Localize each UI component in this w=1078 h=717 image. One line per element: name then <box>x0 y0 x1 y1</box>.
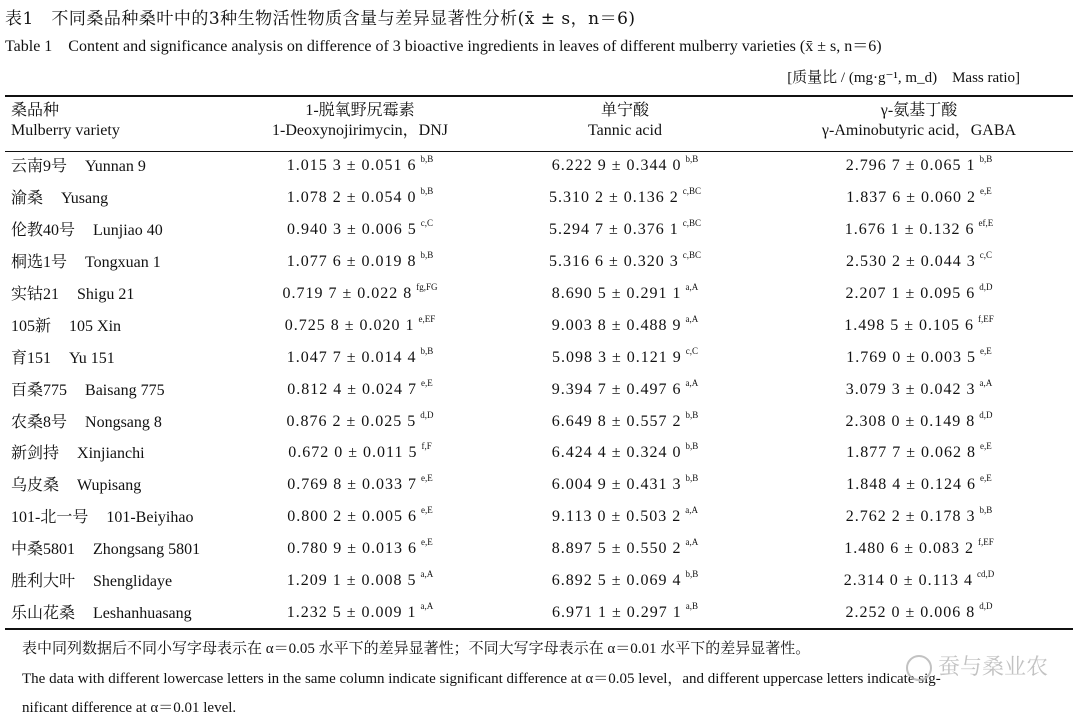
value: 5.294 7 ± 0.376 1 <box>548 221 679 239</box>
value: 1.047 7 ± 0.014 4 <box>286 348 417 366</box>
bottom-rule <box>5 628 1073 630</box>
variety-cn: 新剑持 <box>11 445 60 463</box>
tannic-cell <box>485 213 765 245</box>
gaba-cell <box>765 372 1073 404</box>
value: 6.222 9 ± 0.344 0 <box>551 157 682 175</box>
significance-letters: b,B <box>685 154 699 165</box>
table-row <box>5 145 1073 181</box>
significance-letters: a,A <box>685 377 699 388</box>
variety-en: Yu 151 <box>69 349 115 367</box>
table-row <box>5 245 1073 277</box>
variety-cell <box>5 340 235 372</box>
significance-letters: b,B <box>420 186 434 197</box>
significance-letters: ef,E <box>978 218 994 229</box>
dnj-cell <box>235 245 485 277</box>
table-row <box>5 500 1073 532</box>
variety-cell <box>5 308 235 340</box>
significance-letters: a,A <box>685 313 699 324</box>
value: 0.719 7 ± 0.022 8 <box>282 285 413 302</box>
tannic-cell <box>485 340 765 372</box>
variety-en: Shigu 21 <box>77 286 135 303</box>
value: 2.252 0 ± 0.006 8 <box>845 603 976 621</box>
value: 3.079 3 ± 0.042 3 <box>845 380 976 398</box>
variety-cn: 农桑8号 <box>11 413 68 431</box>
significance-letters: a,A <box>685 537 699 548</box>
value: 0.769 8 ± 0.033 7 <box>287 476 418 494</box>
table-row <box>5 468 1073 500</box>
significance-letters: e,EF <box>418 313 436 324</box>
variety-cn: 中桑5801 <box>11 541 76 559</box>
value: 1.877 7 ± 0.062 8 <box>846 444 977 462</box>
significance-letters: a,B <box>685 600 699 611</box>
value: 6.892 5 ± 0.069 4 <box>551 572 682 590</box>
significance-letters: b,B <box>685 569 699 580</box>
dnj-cell <box>235 181 485 213</box>
variety-cell <box>5 245 235 277</box>
variety-cn: 伦教40号 <box>11 222 76 240</box>
value: 0.780 9 ± 0.013 6 <box>287 540 418 558</box>
significance-letters: e,E <box>421 473 433 484</box>
dnj-cell <box>235 340 485 372</box>
value: 1.837 6 ± 0.060 2 <box>846 189 977 207</box>
header-tannic: 单宁酸 Tannic acid <box>588 102 662 139</box>
tannic-cell <box>485 145 765 181</box>
value: 2.796 7 ± 0.065 1 <box>845 157 976 175</box>
gaba-cell <box>765 595 1073 627</box>
significance-letters: cd,D <box>976 569 995 580</box>
dnj-cell <box>235 308 485 340</box>
dnj-cell <box>235 468 485 500</box>
value: 0.812 4 ± 0.024 7 <box>287 380 418 398</box>
header-gaba: γ-氨基丁酸 γ-Aminobutyric acid，GABA <box>821 102 1017 139</box>
variety-cell <box>5 372 235 404</box>
gaba-cell <box>765 308 1073 340</box>
significance-letters: a,A <box>420 569 434 580</box>
value: 5.098 3 ± 0.121 9 <box>551 348 682 366</box>
table-row <box>5 436 1073 468</box>
significance-letters: c,C <box>685 345 699 356</box>
value: 6.004 9 ± 0.431 3 <box>551 476 682 494</box>
header-row <box>5 99 1073 145</box>
tannic-cell <box>485 181 765 213</box>
data-table <box>5 99 1073 627</box>
gaba-cell <box>765 145 1073 181</box>
table-row <box>5 372 1073 404</box>
variety-cn: 101-北一号 <box>11 509 89 527</box>
significance-letters: c,BC <box>682 186 702 197</box>
significance-letters: f,EF <box>978 313 994 324</box>
tannic-cell <box>485 245 765 277</box>
gaba-cell <box>765 245 1073 277</box>
variety-cn: 乌皮桑 <box>11 477 60 495</box>
variety-cell <box>5 532 235 564</box>
variety-cn: 实钴21 <box>11 286 60 303</box>
table-row <box>5 340 1073 372</box>
significance-letters: c,BC <box>682 218 702 229</box>
variety-en: Wupisang <box>77 477 142 495</box>
variety-cell <box>5 436 235 468</box>
table-row <box>5 181 1073 213</box>
dnj-cell <box>235 277 485 309</box>
table-caption-cn: 表1 不同桑品种桑叶中的3种生物活性物质含量与差异显著性分析(x̄ ± s，n＝6) <box>5 9 636 29</box>
value: 6.971 1 ± 0.297 1 <box>551 603 682 621</box>
value: 9.394 7 ± 0.497 6 <box>551 380 682 398</box>
significance-letters: d,D <box>979 409 993 420</box>
value: 0.672 0 ± 0.011 5 <box>288 444 418 462</box>
significance-letters: e,E <box>980 441 992 452</box>
significance-letters: d,D <box>979 282 993 292</box>
table-row <box>5 532 1073 564</box>
significance-letters: b,B <box>420 250 434 261</box>
variety-cell <box>5 404 235 436</box>
variety-en: Yusang <box>61 190 109 208</box>
significance-letters: a,A <box>685 282 699 292</box>
value: 6.649 8 ± 0.557 2 <box>551 412 682 430</box>
dnj-cell <box>235 372 485 404</box>
significance-letters: b,B <box>685 441 699 452</box>
value: 0.725 8 ± 0.020 1 <box>284 316 415 334</box>
variety-cn: 105新 <box>11 317 52 335</box>
value: 9.113 0 ± 0.503 2 <box>552 508 682 526</box>
table-row <box>5 404 1073 436</box>
significance-letters: e,E <box>980 186 992 197</box>
header-variety: 桑品种 Mulberry variety <box>11 102 120 139</box>
value: 2.762 2 ± 0.178 3 <box>845 508 976 526</box>
variety-en: Tongxuan 1 <box>85 254 161 272</box>
value: 1.015 3 ± 0.051 6 <box>286 157 417 175</box>
wechat-icon <box>906 655 932 681</box>
value: 5.310 2 ± 0.136 2 <box>548 189 679 207</box>
gaba-cell <box>765 340 1073 372</box>
significance-letters: a,A <box>979 377 993 388</box>
variety-cn: 胜利大叶 <box>11 573 76 591</box>
tannic-cell <box>485 277 765 309</box>
gaba-cell <box>765 213 1073 245</box>
gaba-cell <box>765 404 1073 436</box>
header-dnj: 1-脱氧野尻霉素 1-Deoxynojirimycin，DNJ <box>272 102 448 139</box>
value: 2.207 1 ± 0.095 6 <box>845 285 976 302</box>
significance-letters: c,BC <box>682 250 702 261</box>
value: 1.848 4 ± 0.124 6 <box>846 476 977 494</box>
table-row <box>5 564 1073 596</box>
value: 8.690 5 ± 0.291 1 <box>551 285 682 302</box>
table-row <box>5 213 1073 245</box>
significance-letters: e,E <box>980 345 992 356</box>
value: 1.769 0 ± 0.003 5 <box>846 348 977 366</box>
significance-letters: f,F <box>421 441 432 452</box>
significance-letters: e,E <box>980 473 992 484</box>
table-row <box>5 595 1073 627</box>
significance-letters: d,D <box>420 409 434 420</box>
significance-letters: b,B <box>685 409 699 420</box>
significance-letters: f,EF <box>978 537 994 548</box>
top-rule <box>5 95 1073 97</box>
dnj-cell <box>235 213 485 245</box>
variety-cn: 桐选1号 <box>11 254 68 272</box>
variety-en: Zhongsang 5801 <box>93 541 201 559</box>
dnj-cell <box>235 145 485 181</box>
note-en-line2: nificant difference at α＝0.01 level. <box>22 700 237 716</box>
variety-cell <box>5 145 235 181</box>
gaba-cell <box>765 500 1073 532</box>
variety-cell <box>5 213 235 245</box>
value: 2.314 0 ± 0.113 4 <box>843 572 973 590</box>
variety-cell <box>5 468 235 500</box>
value: 8.897 5 ± 0.550 2 <box>551 540 682 558</box>
significance-letters: e,E <box>421 505 433 516</box>
note-cn: 表中同列数据后不同小写字母表示在 α＝0.05 水平下的差异显著性；不同大写字母表示在 α＝0.01 水平下的差异显著性。 <box>22 641 811 657</box>
tannic-cell <box>485 564 765 596</box>
variety-en: Leshanhuasang <box>93 604 192 622</box>
significance-letters: b,B <box>685 473 699 484</box>
tannic-cell <box>485 532 765 564</box>
value: 0.940 3 ± 0.006 5 <box>286 221 417 239</box>
value: 6.424 4 ± 0.324 0 <box>551 444 682 462</box>
variety-en: 101-Beiyihao <box>106 509 194 527</box>
table-row <box>5 308 1073 340</box>
tannic-cell <box>485 436 765 468</box>
variety-en: Xinjianchi <box>77 445 145 463</box>
significance-letters: fg,FG <box>416 282 438 292</box>
variety-cell <box>5 277 235 309</box>
variety-en: Yunnan 9 <box>85 158 146 176</box>
variety-cn: 乐山花桑 <box>11 604 76 622</box>
tannic-cell <box>485 500 765 532</box>
variety-en: Baisang 775 <box>85 381 165 399</box>
value: 0.876 2 ± 0.025 5 <box>286 412 417 430</box>
variety-en: Lunjiao 40 <box>93 222 163 240</box>
value: 2.530 2 ± 0.044 3 <box>845 253 976 271</box>
tannic-cell <box>485 372 765 404</box>
variety-cn: 云南9号 <box>11 158 68 176</box>
variety-en: 105 Xin <box>69 317 122 335</box>
table-row <box>5 277 1073 309</box>
dnj-cell <box>235 564 485 596</box>
gaba-cell <box>765 532 1073 564</box>
tannic-cell <box>485 308 765 340</box>
significance-letters: b,B <box>979 505 993 516</box>
value: 1.078 2 ± 0.054 0 <box>286 189 417 207</box>
dnj-cell <box>235 595 485 627</box>
significance-letters: e,E <box>421 377 433 388</box>
significance-letters: b,B <box>420 154 434 165</box>
value: 1.676 1 ± 0.132 6 <box>844 221 975 239</box>
value: 1.077 6 ± 0.019 8 <box>286 253 417 271</box>
value: 1.480 6 ± 0.083 2 <box>844 540 975 558</box>
value: 5.316 6 ± 0.320 3 <box>548 253 679 271</box>
dnj-cell <box>235 436 485 468</box>
value: 0.800 2 ± 0.005 6 <box>287 508 418 526</box>
note-en-line1: The data with different lowercase letters in the same column indicate significant difference at α＝0.05 level，and different uppercase letters indicate sig- <box>22 671 941 687</box>
dnj-cell <box>235 500 485 532</box>
dnj-cell <box>235 532 485 564</box>
tannic-cell <box>485 404 765 436</box>
value: 1.498 5 ± 0.105 6 <box>844 316 975 334</box>
variety-cn: 百桑775 <box>11 381 68 399</box>
unit-label: [质量比 / (mg·g⁻¹, m_d) Mass ratio] <box>787 70 1020 86</box>
significance-letters: c,C <box>979 250 993 261</box>
table-body <box>5 145 1073 627</box>
table-caption-en: Table 1 Content and significance analysis on difference of 3 bioactive ingredients in leaves of different mulberry varieties (x̄ ± s, n＝6) <box>5 38 882 55</box>
value: 2.308 0 ± 0.149 8 <box>845 412 976 430</box>
variety-en: Nongsang 8 <box>85 413 162 431</box>
gaba-cell <box>765 468 1073 500</box>
significance-letters: b,B <box>420 345 434 356</box>
variety-cell <box>5 181 235 213</box>
gaba-cell <box>765 181 1073 213</box>
tannic-cell <box>485 595 765 627</box>
significance-letters: b,B <box>979 154 993 165</box>
significance-letters: c,C <box>420 218 434 229</box>
gaba-cell <box>765 277 1073 309</box>
significance-letters: a,A <box>685 505 698 516</box>
significance-letters: e,E <box>421 537 433 548</box>
watermark: 蚕与桑业农 <box>906 650 1048 681</box>
variety-en: Shenglidaye <box>93 573 173 591</box>
value: 9.003 8 ± 0.488 9 <box>551 316 682 334</box>
significance-letters: d,D <box>979 600 993 611</box>
value: 1.209 1 ± 0.008 5 <box>286 572 417 590</box>
variety-cell <box>5 500 235 532</box>
tannic-cell <box>485 468 765 500</box>
dnj-cell <box>235 404 485 436</box>
gaba-cell <box>765 564 1073 596</box>
variety-cn: 育151 <box>11 349 52 367</box>
gaba-cell <box>765 436 1073 468</box>
variety-cn: 渝桑 <box>11 190 44 208</box>
value: 1.232 5 ± 0.009 1 <box>286 603 417 621</box>
variety-cell <box>5 564 235 596</box>
significance-letters: a,A <box>420 600 434 611</box>
variety-cell <box>5 595 235 627</box>
